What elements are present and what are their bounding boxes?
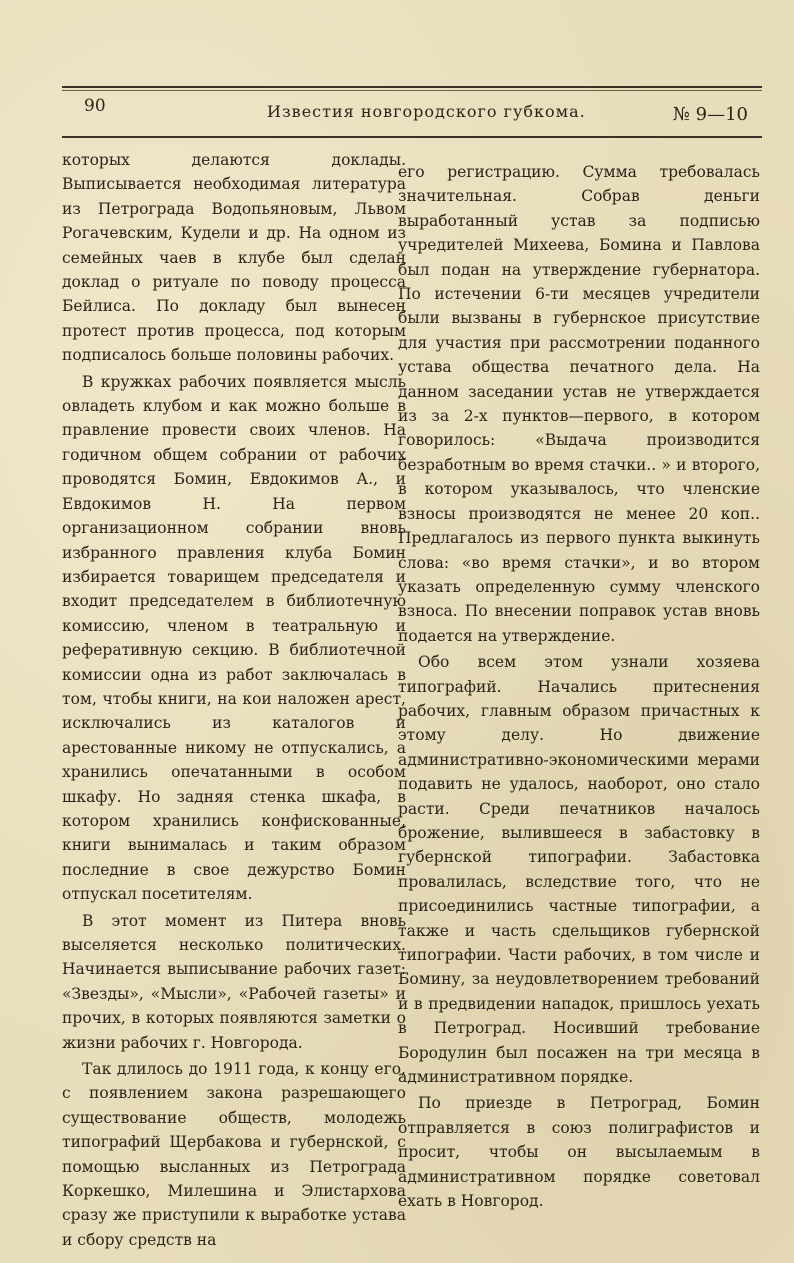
paragraph: В кружках рабочих появляется мысль овладеть клубом и как можно больше в правление провести своих членов. На годичном общем собрании от рабочих проводятся Бомин, Евдокимов А., и Евдокимов Н. На первом организационном собрании вновь избранного правления клуба Бомин избирается товарищем председателя и входит председателем в библиотечную комиссию, членом в театральную и реферативную секцию. В библиотечной комиссии одна из работ заключалась в том, чтобы книги, на кои наложен арест, исключались из каталогов и арестованные никому не отпускались, а хранились опечатанными в особом шкафу. Но задняя стенка шкафа, в котором хранились конфискованные, книги вынималась и таким образом последние в свое дежурство Бомин отпускал посетителям. [62,372,406,904]
running-header [62,94,762,134]
header-rule-bottom [62,136,762,138]
left-column [62,148,406,1252]
header-rule-top [62,86,762,88]
running-title: Известия новгородского губкома. [267,102,586,121]
paragraph: которых делаются доклады. Выписывается необходимая литература из Петрограда Водопьяновым, Львом Рогачевским, Кудели и др. На одном из семейных чаев в клубе был сделан доклад о ритуале по поводу процесса Бейлиса. По докладу был вынесен протест против процесса, под которым подписалось больше половины рабочих. [62,151,406,365]
issue-number: № 9—10 [672,104,748,125]
paragraph: По приезде в Петроград, Бомин отправляется в союз полиграфистов и просит, чтобы он высылаемым в административном порядке советовал ехать в Новгород. [398,1094,760,1211]
header-rule-top-thin [62,90,762,91]
paragraph: его регистрацию. Сумма требовалась значительная. Собрав деньги выработанный устав за подписью учредителей Михеева, Бомина и Павлова был подан на утверждение губернатора. По истечении 6-ти месяцев учредители были вызваны в губернское присутствие для участия при рассмотрении поданного устава общества печатного дела. На данном заседании устав не утверждается из за 2-х пунктов—первого, в котором говорилось: «Выдача производится безработным во время стачки.. » и второго, в котором указывалось, что членские взносы производятся не менее 20 коп.. Предлагалось из первого пункта выкинуть слова: «во время стачки», и во втором указать определенную сумму членского взноса. По внесении поправок устав вновь подается на утверждение. [398,163,760,645]
paragraph: Обо всем этом узнали хозяева типографий. Начались притеснения рабочих, главным образом причастных к этому делу. Но движение административно-экономическими мерами подавить не удалось, наоборот, оно стало расти. Среди печатников началось брожение, вылившееся в забастовку в губернской типографии. Забастовка провалилась, вследствие того, что не присоединились частные типографии, а также и часть сдельщиков губернской типографии. Части рабочих, в том числе и Бомину, за неудовлетворением требований и в предвидении нападок, пришлось уехать в Петроград. Носивший требование Бородулин был посажен на три месяца в административном порядке. [398,653,760,1087]
page-number: 90 [84,96,106,116]
paragraph: В этот момент из Питера вновь выселяется несколько политических. Начинается выписывание рабочих газет: «Звезды», «Мысли», «Рабочей газеты» и прочих, в которых появляются заметки о жизни рабочих г. Новгорода. [62,911,406,1052]
right-column [398,160,760,1213]
paragraph: Так длилось до 1911 года, к концу его, с появлением закона разрешающего существование обществ, молодежь типографий Щербакова и губернской, с помощью высланных из Петрограда Коркешко, Милешина и Элистархова сразу же приступили к выработке устава и сбору средств на [62,1060,406,1249]
